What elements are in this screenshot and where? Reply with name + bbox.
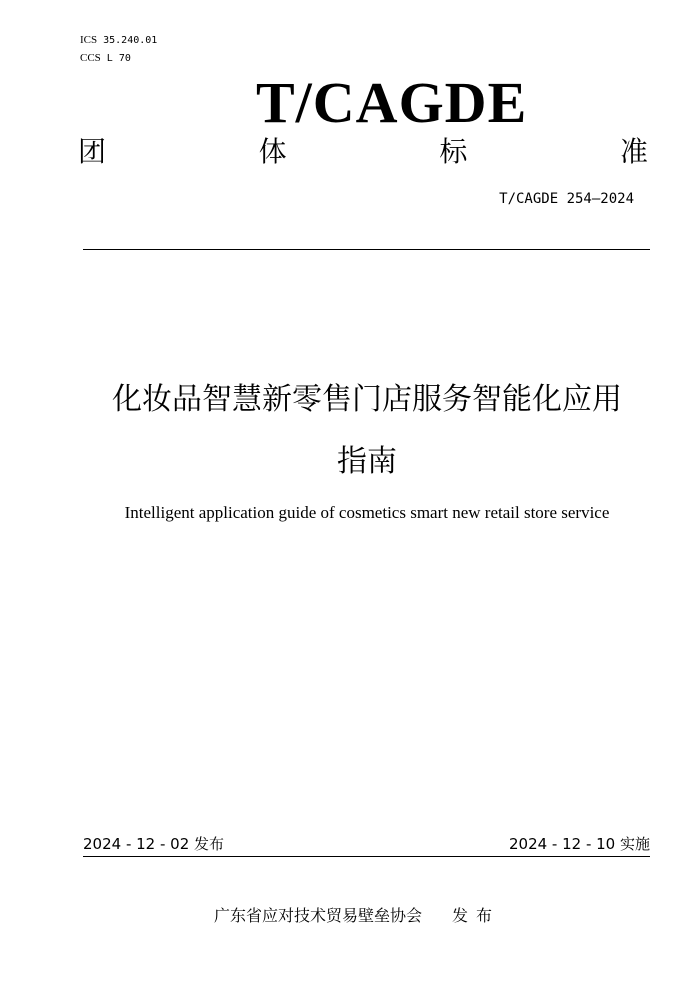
implementation-date: 2024 - 12 - 10 实施 <box>508 835 650 853</box>
publish-label: 发布 <box>452 906 501 925</box>
publisher-name: 广东省应对技术贸易壁垒协会 <box>213 906 422 925</box>
standard-number: T/CAGDE 254—2024 <box>499 191 634 207</box>
standard-type-char: 体 <box>258 135 287 168</box>
title-english: Intelligent application guide of cosmetics smart new retail store service <box>124 503 610 522</box>
title-chinese-line2: 指南 <box>337 444 397 479</box>
issue-date: 2024 - 12 - 02 发布 <box>83 835 225 853</box>
ics-code <box>80 34 157 46</box>
publisher-line <box>0 903 700 926</box>
ccs-code <box>80 52 131 64</box>
standard-type <box>78 132 648 172</box>
title-chinese-line1: 化妆品智慧新零售门店服务智能化应用 <box>112 382 622 417</box>
ics-value: 35.240.01 <box>103 35 158 46</box>
ics-label: ICS <box>80 34 98 46</box>
standard-type-char: 标 <box>439 135 468 168</box>
standard-type-char: 准 <box>619 135 648 168</box>
top-divider <box>83 249 650 250</box>
standard-type-char: 团 <box>78 135 107 168</box>
organization-logo: T/CAGDE <box>256 70 528 135</box>
ccs-label: CCS <box>80 52 101 64</box>
bottom-divider <box>83 856 650 857</box>
ccs-value: L 70 <box>106 53 131 64</box>
